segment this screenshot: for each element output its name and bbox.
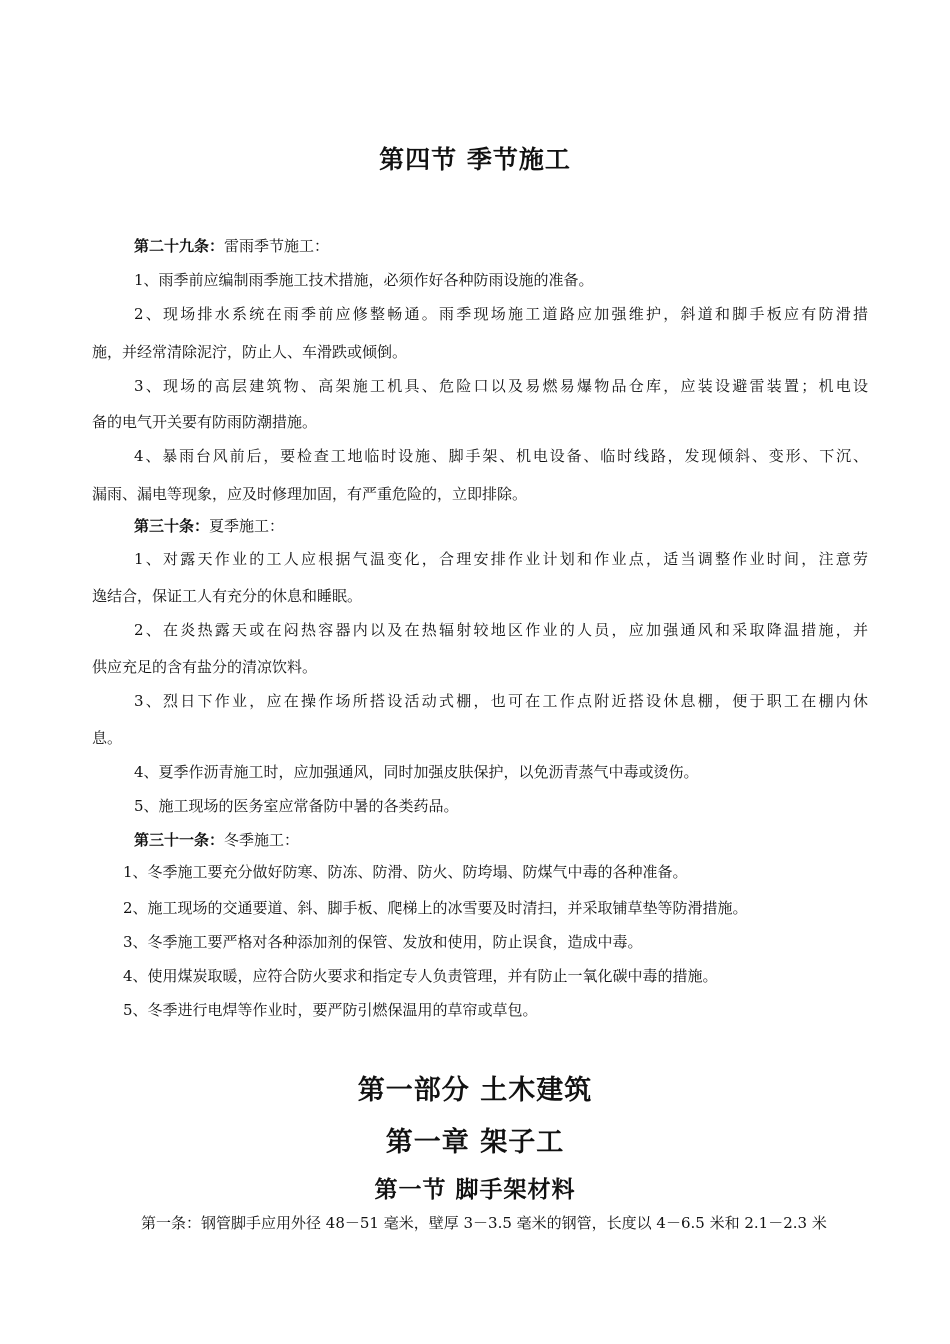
article-heading (134, 830, 299, 850)
list-item-continuation: 漏雨、漏电等现象，应及时修理加固，有严重危险的，立即排除。 (92, 485, 528, 503)
list-item: 4、暴雨台风前后，要检查工地临时设施、脚手架、机电设备、临时线路，发现倾斜、变形、下沉、 (134, 447, 868, 465)
list-item: 5、冬季进行电焊等作业时，要严防引燃保温用的草帘或草包。 (123, 1001, 538, 1019)
list-item: 2、在炎热露天或在闷热容器内以及在热辐射较地区作业的人员，应加强通风和采取降温措施，并 (134, 621, 868, 639)
article-label: 第二十九条： (134, 237, 225, 255)
list-item-continuation: 备的电气开关要有防雨防潮措施。 (92, 413, 318, 431)
list-item: 3、烈日下作业，应在操作场所搭设活动式棚，也可在工作点附近搭设休息棚，便于职工在棚内休 (134, 692, 868, 710)
list-item: 1、冬季施工要充分做好防寒、防冻、防滑、防火、防垮塌、防煤气中毒的各种准备。 (123, 863, 688, 881)
list-item: 2、施工现场的交通要道、斜、脚手板、爬梯上的冰雪要及时清扫，并采取铺草垫等防滑措施。 (123, 899, 748, 917)
section-title: 第一节 脚手架材料 (374, 1176, 576, 1203)
list-item: 4、使用煤炭取暖，应符合防火要求和指定专人负责管理，并有防止一氧化碳中毒的措施。 (123, 967, 718, 985)
section-title: 第四节 季节施工 (379, 145, 571, 174)
list-item: 1、对露天作业的工人应根据气温变化，合理安排作业计划和作业点，适当调整作业时间，注意劳 (134, 550, 868, 568)
list-item-continuation: 供应充足的含有盐分的清凉饮料。 (92, 658, 318, 676)
list-item: 3、现场的高层建筑物、高架施工机具、危险口以及易燃易爆物品仓库，应装设避雷装置；机电设 (134, 377, 868, 395)
list-item: 5、施工现场的医务室应常备防中暑的各类药品。 (134, 797, 459, 815)
list-item: 3、冬季施工要严格对各种添加剂的保管、发放和使用，防止误食，造成中毒。 (123, 933, 643, 951)
article-heading (134, 516, 284, 536)
article-label: 第三十条： (134, 517, 210, 535)
part-title: 第一部分 土木建筑 (357, 1075, 593, 1106)
list-item-continuation: 施，并经常清除泥泞，防止人、车滑跌或倾倒。 (92, 343, 408, 361)
list-item: 2、现场排水系统在雨季前应修整畅通。雨季现场施工道路应加强维护，斜道和脚手板应有防滑措 (134, 305, 868, 323)
list-item: 1、雨季前应编制雨季施工技术措施，必须作好各种防雨设施的准备。 (134, 271, 594, 289)
article-title: 夏季施工： (209, 517, 285, 535)
article-1-text: 第一条：钢管脚手应用外径 48－51 毫米，壁厚 3－3.5 毫米的钢管，长度以 4－6.5 米和 2.1－2.3 米 (141, 1214, 827, 1232)
chapter-title: 第一章 架子工 (385, 1127, 565, 1158)
list-item-continuation: 逸结合，保证工人有充分的休息和睡眠。 (92, 587, 363, 605)
article-title: 雷雨季节施工： (224, 237, 330, 255)
article-title: 冬季施工： (224, 831, 300, 849)
article-label: 第三十一条： (134, 831, 225, 849)
list-item-continuation: 息。 (92, 729, 123, 747)
list-item: 4、夏季作沥青施工时，应加强通风，同时加强皮肤保护，以免沥青蒸气中毒或烫伤。 (134, 763, 699, 781)
article-heading (134, 236, 329, 256)
